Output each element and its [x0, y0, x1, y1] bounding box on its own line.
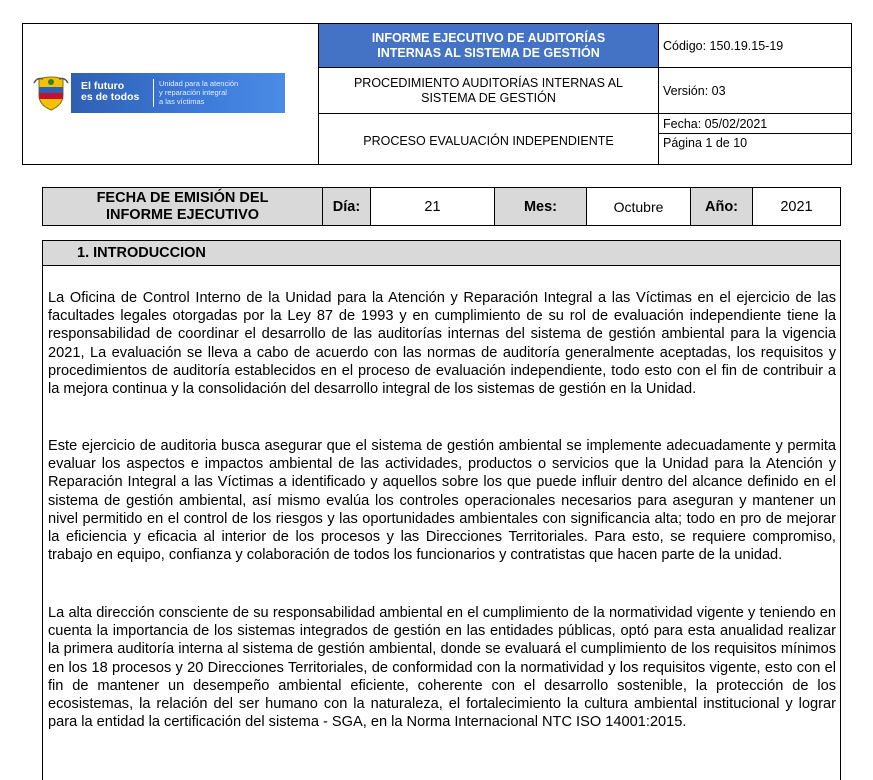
intro-paragraph-2: Este ejercicio de auditoria busca asegurar que el sistema de gestión ambiental se implemente adecuadamente y permita evaluar los aspectos e impactos ambiental de las actividades, productos o servicios que la Unidad para la Atención y Reparación Integral a las Víctimas a identificado y aquellos sobre los que puede influir dentro del alcance definido en el sistema de gestión ambiental, así mismo evalúa los controles operacionales necesarios para aseguran y mantener un nivel permitido en el control de los riesgos y las oportunidades ambientales con significancia alta; todo en pro de mejorar la eficiencia y eficacia al interior de los procesos y las Direcciones Territoriales. Para esto, se requiere compromiso, trabajo en equipo, confianza y colaboración de todos los funcionarios y contratistas que hacen parte de la unidad. [48, 438, 836, 564]
day-value: 21 [371, 188, 495, 225]
report-title: INFORME EJECUTIVO DE AUDITORÍAS INTERNAS AL SISTEMA DE GESTIÓN [319, 24, 659, 68]
document-version: Versión: 03 [659, 68, 851, 114]
month-value: Octubre [587, 188, 691, 225]
introduction-section [42, 240, 841, 780]
logo-entity-name: Unidad para la atención y reparación integral a las víctimas [159, 79, 239, 106]
institution-logo [31, 73, 285, 113]
year-value: 2021 [780, 198, 813, 215]
coat-of-arms-icon [31, 73, 71, 113]
day-label: Día: [323, 188, 371, 225]
intro-paragraph-1: La Oficina de Control Interno de la Unidad para la Atención y Reparación Integral a las Víctimas en el ejercicio de las facultades legales otorgadas por la Ley 87 de 1993 y en cumplimiento de su rol de evaluación independiente tiene la responsabilidad de coordinar el desarrollo de las auditorías internas del sistema de gestión ambiental para la vigencia 2021, La evaluación se lleva a cabo de acuerdo con las normas de auditoría generalmente aceptadas, los requisitos y procedimientos de auditoría establecidos en el proceso de evaluación independiente, todo esto con el fin de contribuir a la mejora continua y la consolidación del desarrollo integral de los sistemas de gestión en la Unidad. [48, 290, 836, 398]
year-label: Año: [691, 188, 753, 225]
procedure-name: PROCEDIMIENTO AUDITORÍAS INTERNAS AL SISTEMA DE GESTIÓN [319, 68, 659, 114]
intro-paragraph-3: La alta dirección consciente de su responsabilidad ambiental en el cumplimiento de la normatividad vigente y teniendo en cuenta la importancia de los sistemas integrados de gestión en las entidades públicas, optó para esta anualidad realizar la primera auditoría interna al sistema de gestión ambiental, donde se evaluará el cumplimiento de los requisitos mínimos en los 18 procesos y 20 Direcciones Territoriales, de conformidad con la normatividad y los requisitos vigente, esto con el fin de mantener un desempeño ambiental eficiente, coherente con el desarrollo sostenible, la protección de los ecosistemas, la relación del ser humano con la naturaleza, el fortalecimiento la cultura ambiental institucional y lograr para la entidad la certificación del sistema - SGA, en la Norma Internacional NTC ISO 14001:2015. [48, 605, 836, 731]
month-label: Mes: [495, 188, 587, 225]
logo-cell [23, 24, 319, 164]
process-name: PROCESO EVALUACIÓN INDEPENDIENTE [319, 114, 659, 164]
document-date: Fecha: 05/02/2021 [659, 114, 851, 134]
emission-date-table [42, 187, 841, 226]
document-header-table [22, 23, 852, 165]
logo-divider [153, 79, 154, 107]
page-number: Página 1 de 10 [663, 136, 748, 150]
logo-slogan: El futuro es de todos [81, 80, 140, 103]
emission-date-label: FECHA DE EMISIÓN DEL INFORME EJECUTIVO [43, 188, 323, 225]
logo-blue-band [71, 73, 285, 113]
section-heading: 1. INTRODUCCION [43, 241, 840, 266]
document-code: Código: 150.19.15-19 [659, 24, 851, 68]
